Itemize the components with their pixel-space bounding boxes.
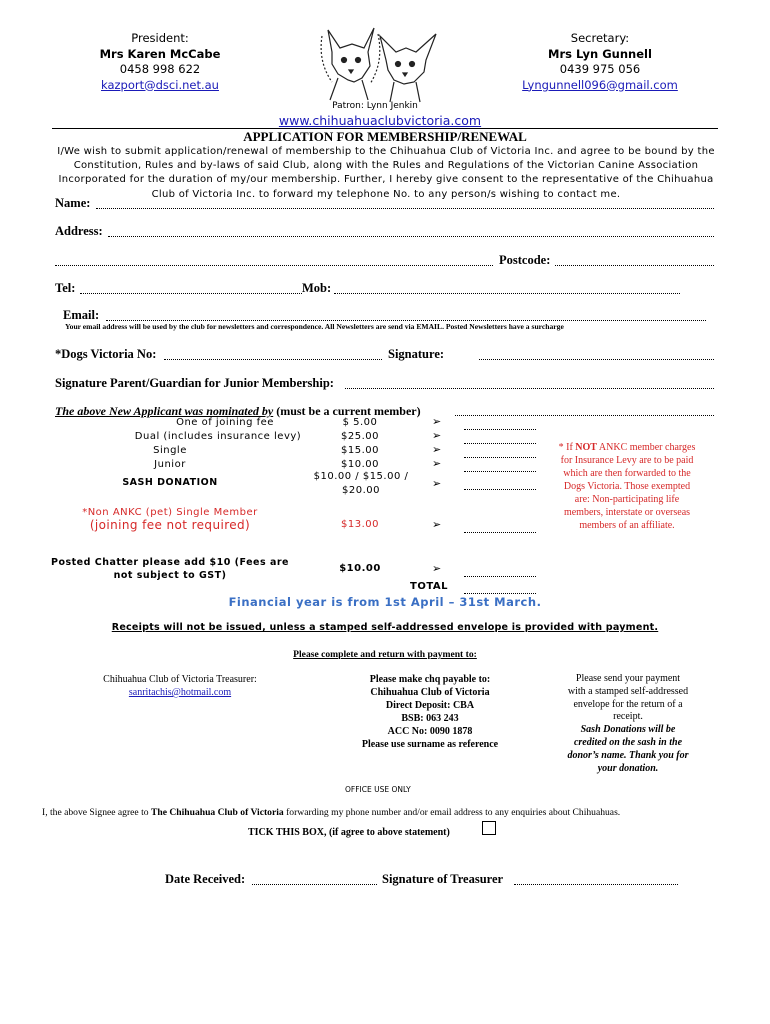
president-name: Mrs Karen McCabe <box>99 46 221 61</box>
fee-label-posted-chatter: Posted Chatter please add $10 (Fees are not subject to GST) <box>50 557 289 581</box>
payment-line-5: ACC No: 0090 1878 <box>387 726 473 737</box>
payment-line-1: Please make chq payable to: <box>369 674 491 685</box>
payment-line-3: Direct Deposit: CBA <box>385 700 475 711</box>
arrow-icon: ➢ <box>432 429 442 442</box>
signature-label: Signature: <box>388 347 445 361</box>
treasurer-label: Chihuahua Club of Victoria Treasurer: <box>103 674 257 685</box>
payment-line-2: Chihuahua Club of Victoria <box>370 687 490 698</box>
president-title: President: <box>131 31 189 45</box>
fee-label-joining: One of joining fee <box>176 417 274 428</box>
president-block <box>60 31 260 93</box>
fee-amount-non-ankc: $13.00 <box>341 519 379 530</box>
dogs-victoria-label: *Dogs Victoria No: <box>55 347 157 361</box>
mob-label: Mob: <box>302 281 332 295</box>
insurance-note-not: NOT <box>575 442 597 453</box>
fee-input-non-ankc[interactable] <box>464 532 536 533</box>
email-note: Your email address will be used by the club for newsletters and correspondence. All Newsletters are send via EMAIL. Posted Newsletters have a surcharge <box>65 322 564 331</box>
nominated-by-field[interactable] <box>455 415 714 416</box>
date-received-field[interactable] <box>252 884 377 885</box>
chihuahua-logo-icon <box>308 22 448 104</box>
consent-statement <box>42 807 742 818</box>
email-field[interactable] <box>106 320 706 321</box>
arrow-icon: ➢ <box>432 518 442 531</box>
fee-input-sash[interactable] <box>464 489 536 490</box>
email-label: Email: <box>63 308 100 322</box>
tel-label: Tel: <box>55 281 76 295</box>
receipt-request-sash: Sash Donations will be credited on the sash in the donor’s name. Thank you for your donation. <box>567 724 689 774</box>
secretary-block <box>490 31 710 93</box>
arrow-icon: ➢ <box>432 415 442 428</box>
receipts-note: Receipts will not be issued, unless a stamped self-addressed envelope is provided with payment. <box>111 622 659 633</box>
patron-label: Patron: Lynn Jenkin <box>332 101 418 111</box>
secretary-phone: 0439 975 056 <box>559 62 641 76</box>
dogs-victoria-field[interactable] <box>164 359 382 360</box>
fee-input-dual[interactable] <box>464 443 536 444</box>
form-title: APPLICATION FOR MEMBERSHIP/RENEWAL <box>243 129 527 144</box>
nominated-note: (must be a current member) <box>276 404 421 418</box>
fee-amount-joining: $ 5.00 <box>342 417 378 428</box>
insurance-note-body: ANKC member charges for Insurance Levy are to be paid which are then forwarded to the Dogs Victoria. Those exempted are: Non-participating life members, interstate or overseas members of an affiliate. <box>560 442 696 531</box>
secretary-name: Mrs Lyn Gunnell <box>548 46 652 61</box>
address-label: Address: <box>55 224 103 238</box>
payment-line-4: BSB: 063 243 <box>401 713 459 724</box>
insurance-note <box>556 441 698 532</box>
name-field[interactable] <box>96 208 714 209</box>
office-use-label: OFFICE USE ONLY <box>345 785 411 794</box>
fee-input-joining[interactable] <box>464 429 536 430</box>
nominated-label: The above New Applicant was nominated by <box>55 404 274 418</box>
fee-label-non-ankc-note: (joining fee not required) <box>89 518 251 532</box>
tel-field[interactable] <box>80 293 302 294</box>
fee-input-junior[interactable] <box>464 471 536 472</box>
arrow-icon: ➢ <box>432 562 442 575</box>
consent-checkbox[interactable] <box>482 821 496 835</box>
address-line-2-field[interactable] <box>55 265 493 266</box>
signature-field[interactable] <box>479 359 714 360</box>
insurance-note-prefix: * If <box>558 442 576 453</box>
fee-input-posted-chatter[interactable] <box>464 576 536 577</box>
date-received-label: Date Received: <box>165 872 246 886</box>
consent-club: The Chihuahua Club of Victoria <box>150 807 284 818</box>
consent-pre: I, the above Signee agree to <box>42 807 151 818</box>
guardian-signature-label: Signature Parent/Guardian for Junior Membership: <box>55 376 334 390</box>
treasurer-signature-label: Signature of Treasurer <box>382 872 504 886</box>
postcode-field[interactable] <box>555 265 714 266</box>
president-phone: 0458 998 622 <box>119 62 201 76</box>
fee-label-dual: Dual (includes insurance levy) <box>134 431 302 442</box>
guardian-signature-field[interactable] <box>345 388 714 389</box>
website-link[interactable]: www.chihuahuaclubvictoria.com <box>278 113 482 128</box>
fee-amount-dual: $25.00 <box>341 431 379 442</box>
receipt-request-text: Please send your payment with a stamped self-addressed envelope for the return of a receipt. <box>567 673 689 723</box>
fee-amount-junior: $10.00 <box>341 459 379 470</box>
return-note: Please complete and return with payment to: <box>293 649 477 660</box>
treasurer-block <box>60 673 300 699</box>
arrow-icon: ➢ <box>432 443 442 456</box>
fee-amount-posted-chatter: $10.00 <box>339 563 381 574</box>
total-field[interactable] <box>464 593 536 594</box>
payment-details <box>330 673 530 751</box>
fee-amount-sash: $10.00 / $15.00 / $20.00 <box>313 471 409 496</box>
postcode-label: Postcode: <box>499 253 551 267</box>
fee-amount-single: $15.00 <box>341 445 379 456</box>
address-field[interactable] <box>108 236 714 237</box>
president-email[interactable]: kazport@dsci.net.au <box>101 77 219 92</box>
fee-label-single: Single <box>153 445 187 456</box>
name-label: Name: <box>55 196 91 210</box>
mob-field[interactable] <box>334 293 680 294</box>
treasurer-email[interactable]: sanritachis@hotmail.com <box>128 687 232 698</box>
fee-label-sash: SASH DONATION <box>122 477 218 488</box>
total-label: TOTAL <box>410 581 448 592</box>
treasurer-signature-field[interactable] <box>514 884 678 885</box>
intro-paragraph: I/We wish to submit application/renewal of membership to the Chihuahua Club of Victoria Inc. and agree to be bound by the Constitution, Rules and by-laws of said Club, along with the Rules and Regulations of the Victorian Canine Association Incorporated for the duration of my/our membership. Further, I hereby give consent to the representative of the Chihuahua Club of Victoria Inc. to forward my telephone No. to any person/s wishing to contact me. <box>57 146 715 200</box>
secretary-email[interactable]: Lyngunnell096@gmail.com <box>522 77 678 92</box>
financial-year-note: Financial year is from 1st April – 31st March. <box>228 595 542 609</box>
payment-line-6: Please use surname as reference <box>361 739 499 750</box>
arrow-icon: ➢ <box>432 477 442 490</box>
arrow-icon: ➢ <box>432 457 442 470</box>
secretary-title: Secretary: <box>570 31 630 45</box>
consent-post: forwarding my phone number and/or email address to any enquiries about Chihuahuas. <box>283 807 621 818</box>
fee-label-junior: Junior <box>154 459 186 470</box>
fee-label-non-ankc: *Non ANKC (pet) Single Member <box>82 507 258 518</box>
tick-box-label: TICK THIS BOX, (if agree to above statement) <box>248 827 450 838</box>
fee-input-single[interactable] <box>464 457 536 458</box>
receipt-request-note <box>566 673 690 775</box>
